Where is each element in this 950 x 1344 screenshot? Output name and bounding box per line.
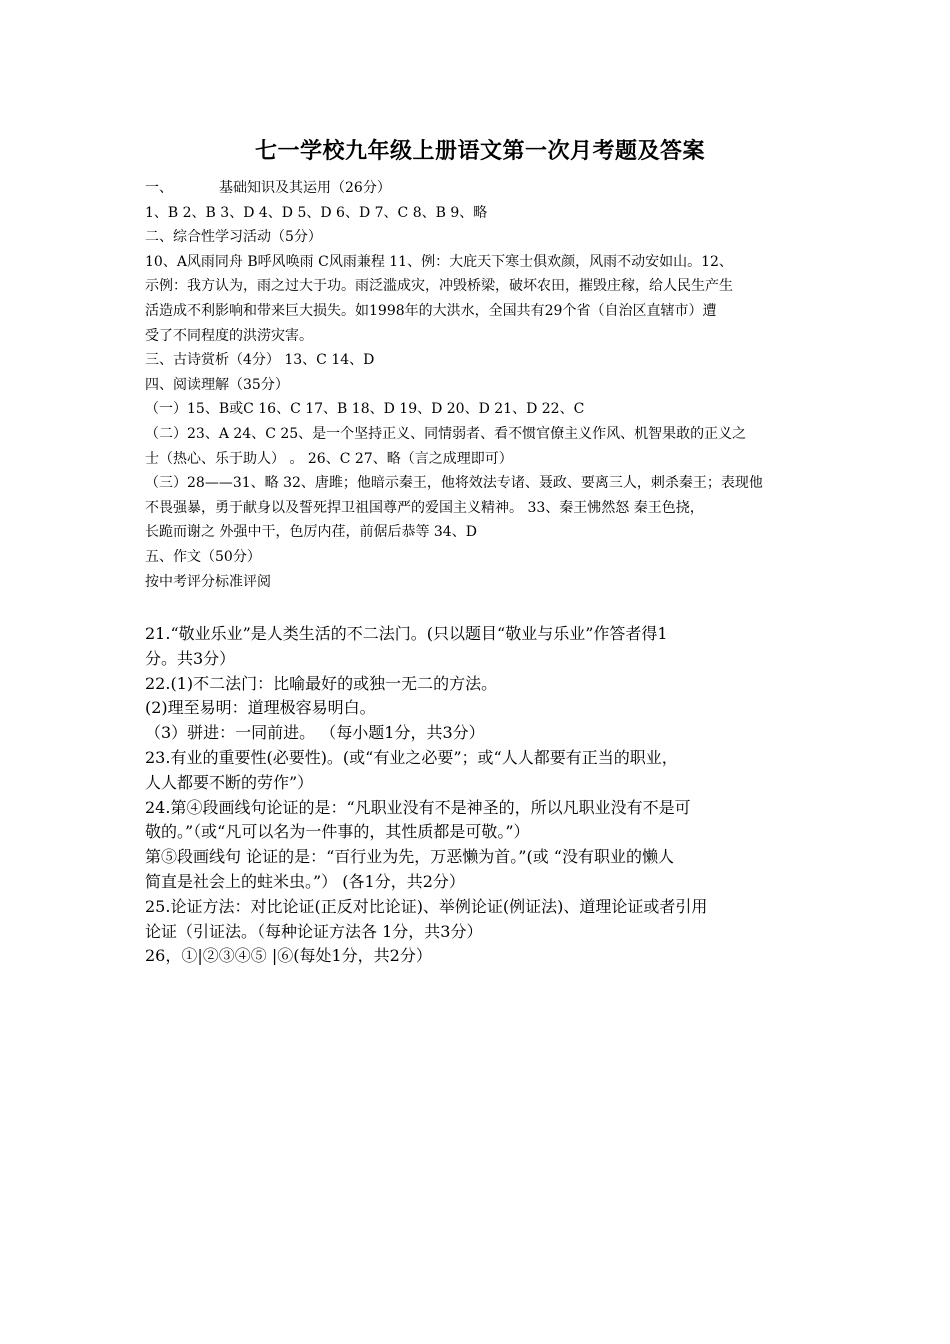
- text-line: 三、古诗赏析（4分） 13、C 14、D: [145, 352, 375, 369]
- text-line: 受了不同程度的洪涝灾害。: [145, 327, 313, 344]
- text-line: 24.第④段画线句论证的是：“凡职业没有不是神圣的，所以凡职业没有不是可: [145, 797, 691, 817]
- text-line: 简直是社会上的蛀米虫。”） (各1分，共2分）: [145, 871, 465, 891]
- text-line: (2)理至易明：道理极容易明白。: [145, 698, 376, 718]
- text-line: 敬的。”（或“凡可以名为一件事的，其性质都是可敬。”）: [145, 822, 530, 842]
- text-line: 1、B 2、B 3、D 4、D 5、D 6、D 7、C 8、B 9、略: [145, 204, 488, 221]
- line-text: 基础知识及其运用（26分）: [219, 180, 391, 196]
- text-line: 10、A风雨同舟 B呼风唤雨 C风雨兼程 11、例：大庇天下寒士俱欢颜，风雨不动安如山。12、: [145, 253, 733, 270]
- text-line: 论证（引证法。（每种论证方法各 1分，共3分）: [145, 921, 483, 941]
- text-line: 分。共3分）: [145, 648, 236, 668]
- text-line: 活造成不利影响和带来巨大损失。如1998年的大洪水，全国共有29个省（自治区直辖市）遭: [145, 302, 717, 319]
- text-line: 不畏强暴，勇于献身以及誓死捍卫祖国尊严的爱国主义精神。 33、秦王怫然怒 秦王色挠，: [145, 499, 704, 516]
- text-line: 26，①|②③④⑤ |⑥(每处1分，共2分）: [145, 946, 432, 966]
- text-line: （一）15、B或C 16、C 17、B 18、D 19、D 20、D 21、D 22、C: [145, 401, 585, 418]
- text-line: 21.“敬业乐业”是人类生活的不二法门。(只以题目“敬业与乐业”作答者得1: [145, 624, 668, 643]
- text-line: 五、作文（50分）: [145, 548, 261, 565]
- text-line: 示例：我方认为，雨之过大于功。雨泛滥成灾，冲毁桥梁，破坏农田，摧毁庄稼，给人民生产生: [145, 278, 733, 295]
- text-line: 士（热心、乐于助人） 。 26、C 27、略（言之成理即可）: [145, 450, 513, 467]
- text-line: 23.有业的重要性(必要性)。(或“有业之必要”；或“人人都要有正当的职业，: [145, 747, 678, 767]
- text-line: （3）骈进：一同前进。 （每小题1分，共3分）: [145, 723, 485, 743]
- text-line: 25.论证方法：对比论证(正反对比论证)、举例论证(例证法)、道理论证或者引用: [145, 896, 708, 916]
- line-text: 一、: [145, 180, 173, 196]
- text-line: 长跪而谢之 外强中干，色厉内荏，前倨后恭等 34、D: [145, 524, 477, 541]
- text-line: 按中考评分标准评阅: [145, 573, 271, 590]
- section-heading-1: [145, 176, 815, 201]
- text-line: （三）28——31、略 32、唐雎；他暗示秦王，他将效法专诸、聂政、要离三人，刺杀秦王；表现他: [145, 475, 763, 492]
- text-line: 四、阅读理解（35分）: [145, 376, 289, 393]
- text-line: （二）23、A 24、C 25、是一个坚持正义、同情弱者、看不惯官僚主义作风、机智果敢的正义之: [145, 425, 747, 442]
- page-title: 七一学校九年级上册语文第一次月考题及答案: [254, 138, 705, 164]
- answer-section-1: [145, 176, 815, 594]
- text-line: 二、综合性学习活动（5分）: [145, 229, 322, 246]
- answer-section-2: [145, 622, 815, 969]
- text-line: 第⑤段画线句 论证的是：“百行业为先，万恶懒为首。”(或 “没有职业的懒人: [145, 847, 674, 867]
- text-line: 人人都要不断的劳作”）: [145, 772, 314, 792]
- text-line: 22.(1)不二法门：比喻最好的或独一无二的方法。: [145, 673, 498, 693]
